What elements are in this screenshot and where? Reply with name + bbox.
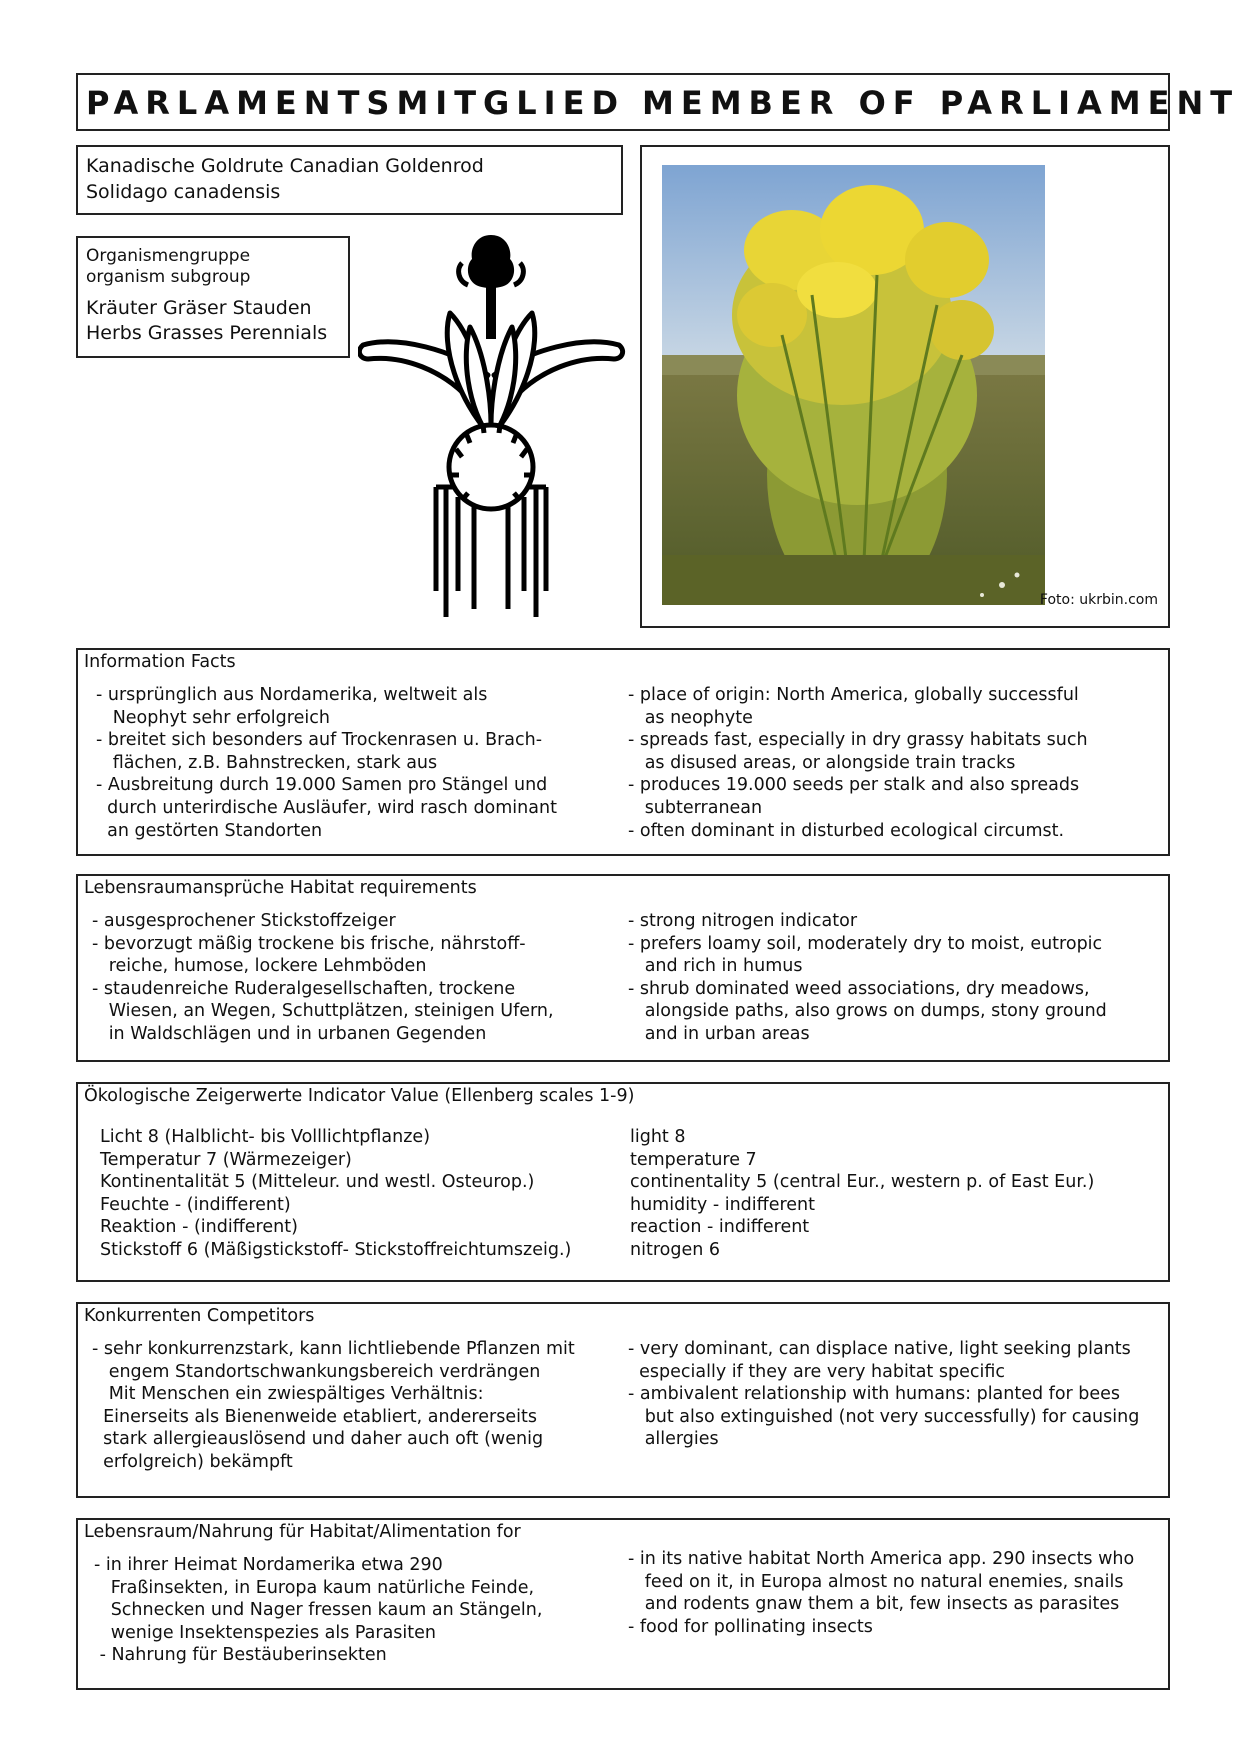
- text-line: - often dominant in disturbed ecological circumst.: [628, 820, 1065, 841]
- facts-section: [76, 648, 1170, 856]
- goldenrod-photo: [662, 165, 1045, 605]
- text-line: stark allergieauslösend und daher auch oft (wenig: [92, 1429, 544, 1450]
- text-line: Fraßinsekten, in Europa kaum natürliche Feinde,: [94, 1577, 535, 1598]
- text-line: nitrogen 6: [630, 1239, 720, 1260]
- text-line: light 8: [630, 1127, 686, 1147]
- text-line: - ambivalent relationship with humans: planted for bees: [628, 1384, 1121, 1405]
- title-english: MEMBER OF PARLIAMENT: [642, 84, 1240, 122]
- text-line: flächen, z.B. Bahnstrecken, stark aus: [96, 752, 438, 773]
- text-line: alongside paths, also grows on dumps, stony ground: [628, 1001, 1107, 1022]
- text-line: Kontinentalität 5 (Mitteleur. und westl. Osteurop.): [100, 1172, 535, 1193]
- text-line: - in its native habitat North America app. 290 insects who: [628, 1549, 1135, 1569]
- habitat-german-text: [92, 910, 554, 1046]
- section-heading: Konkurrenten Competitors: [84, 1306, 315, 1326]
- habitat-requirements-section: [76, 874, 1170, 1062]
- text-line: as disused areas, or alongside train tracks: [628, 752, 1016, 773]
- indicator-values-section: [76, 1082, 1170, 1282]
- text-line: - food for pollinating insects: [628, 1616, 873, 1637]
- photo-credit: Foto: ukrbin.com: [1039, 592, 1158, 608]
- text-line: - in ihrer Heimat Nordamerika etwa 290: [94, 1555, 443, 1575]
- text-line: - sehr konkurrenzstark, kann lichtliebende Pflanzen mit: [92, 1339, 575, 1359]
- text-line: - staudenreiche Ruderalgesellschaften, trockene: [92, 978, 516, 999]
- section-heading: Lebensraum/Nahrung für Habitat/Alimentation for: [84, 1522, 521, 1542]
- text-line: and in urban areas: [628, 1023, 810, 1044]
- indicator-english-text: [630, 1126, 1094, 1262]
- text-line: feed on it, in Europa almost no natural enemies, snails: [628, 1571, 1124, 1592]
- facts-english-text: [628, 684, 1088, 842]
- section-heading: Lebensraumansprüche Habitat requirements: [84, 878, 477, 898]
- text-line: - Ausbreitung durch 19.000 Samen pro Stängel und: [96, 775, 548, 796]
- alimentation-english-text: [628, 1548, 1134, 1638]
- text-line: erfolgreich) bekämpft: [92, 1451, 293, 1472]
- text-line: Reaktion - (indifferent): [100, 1217, 298, 1238]
- text-line: reaction - indifferent: [630, 1217, 810, 1238]
- text-line: Temperatur 7 (Wärmezeiger): [100, 1149, 352, 1170]
- text-line: humidity - indifferent: [630, 1194, 815, 1215]
- competitors-section: [76, 1302, 1170, 1498]
- text-line: - spreads fast, especially in dry grassy habitats such: [628, 730, 1088, 751]
- species-latin-name: Solidago canadensis: [86, 181, 281, 203]
- text-line: - ursprünglich aus Nordamerika, weltweit als: [96, 685, 488, 705]
- text-line: Neophyt sehr erfolgreich: [96, 707, 330, 728]
- text-line: Einerseits als Bienenweide etabliert, andererseits: [92, 1406, 537, 1427]
- title-bar: [76, 73, 1240, 131]
- perennial-plant-symbol-icon: [358, 235, 628, 625]
- text-line: wenige Insektenspezies als Parasiten: [94, 1622, 437, 1643]
- organism-group-box: [76, 236, 350, 358]
- text-line: Mit Menschen ein zwiespältiges Verhältnis:: [92, 1384, 484, 1405]
- species-name-box: [76, 145, 623, 215]
- text-line: - produces 19.000 seeds per stalk and also spreads: [628, 775, 1080, 796]
- text-line: - Nahrung für Bestäuberinsekten: [94, 1645, 387, 1666]
- text-line: - prefers loamy soil, moderately dry to moist, eutropic: [628, 933, 1103, 954]
- text-line: an gestörten Standorten: [96, 820, 323, 841]
- text-line: Stickstoff 6 (Mäßigstickstoff- Stickstoffreichtumszeig.): [100, 1239, 572, 1260]
- text-line: especially if they are very habitat specific: [628, 1361, 1005, 1382]
- title-german: PARLAMENTSMITGLIED: [86, 84, 625, 122]
- text-line: Licht 8 (Halblicht- bis Volllichtpflanze): [100, 1127, 431, 1147]
- text-line: and rodents gnaw them a bit, few insects as parasites: [628, 1594, 1120, 1615]
- text-line: Wiesen, an Wegen, Schuttplätzen, steinigen Ufern,: [92, 1001, 554, 1022]
- text-line: - breitet sich besonders auf Trockenrasen u. Brach-: [96, 730, 543, 751]
- text-line: continentality 5 (central Eur., western p. of East Eur.): [630, 1172, 1095, 1193]
- text-line: subterranean: [628, 797, 763, 818]
- group-value-en: Herbs Grasses Perennials: [86, 322, 328, 344]
- text-line: Schnecken und Nager fressen kaum an Stängeln,: [94, 1600, 543, 1621]
- text-line: in Waldschlägen und in urbanen Gegenden: [92, 1023, 487, 1044]
- text-line: - strong nitrogen indicator: [628, 911, 858, 931]
- species-common-name: Kanadische Goldrute Canadian Goldenrod: [86, 155, 484, 177]
- alimentation-german-text: [94, 1554, 542, 1667]
- text-line: durch unterirdische Ausläufer, wird rasch dominant: [96, 797, 557, 818]
- text-line: engem Standortschwankungsbereich verdrängen: [92, 1361, 541, 1382]
- text-line: allergies: [628, 1429, 719, 1450]
- photo-frame: [640, 145, 1170, 628]
- text-line: - place of origin: North America, globally successful: [628, 685, 1079, 705]
- text-line: reiche, humose, lockere Lehmböden: [92, 956, 427, 977]
- text-line: Feuchte - (indifferent): [100, 1194, 291, 1215]
- text-line: but also extinguished (not very successfully) for causing: [628, 1406, 1140, 1427]
- facts-german-text: [96, 684, 557, 842]
- text-line: as neophyte: [628, 707, 753, 728]
- text-line: - ausgesprochener Stickstoffzeiger: [92, 911, 396, 931]
- group-label-de: Organismengruppe: [86, 246, 251, 266]
- text-line: - shrub dominated weed associations, dry meadows,: [628, 978, 1090, 999]
- group-label-en: organism subgroup: [86, 267, 251, 287]
- section-heading: Information Facts: [84, 652, 236, 672]
- competitors-english-text: [628, 1338, 1139, 1451]
- competitors-german-text: [92, 1338, 575, 1474]
- text-line: - very dominant, can displace native, light seeking plants: [628, 1339, 1131, 1359]
- text-line: temperature 7: [630, 1149, 757, 1170]
- text-line: - bevorzugt mäßig trockene bis frische, nährstoff-: [92, 933, 526, 954]
- text-line: and rich in humus: [628, 956, 803, 977]
- section-heading: Ökologische Zeigerwerte Indicator Value (Ellenberg scales 1-9): [84, 1086, 635, 1106]
- habitat-english-text: [628, 910, 1107, 1046]
- habitat-alimentation-section: [76, 1518, 1170, 1690]
- group-value-de: Kräuter Gräser Stauden: [86, 297, 312, 319]
- indicator-german-text: [100, 1126, 571, 1262]
